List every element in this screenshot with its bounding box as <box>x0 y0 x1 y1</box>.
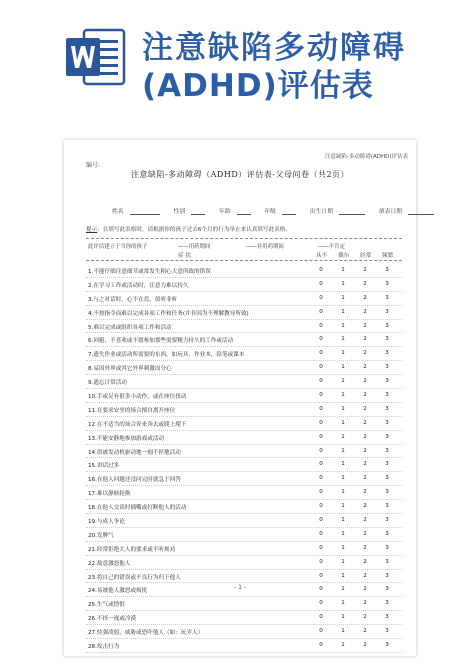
score-option[interactable]: 0 <box>319 586 323 593</box>
table-row <box>86 431 402 445</box>
score-option[interactable]: 0 <box>319 405 323 412</box>
symptom-text: 6.回避、不喜欢或不愿参加那些需要精力持久的工作或活动 <box>88 338 234 345</box>
score-option[interactable]: 0 <box>319 530 323 537</box>
field-grade <box>264 206 302 215</box>
info-row <box>112 206 446 215</box>
score-option[interactable]: 1 <box>341 503 345 510</box>
header-right: 注意缺陷-多动障碍(ADHD)评估表 <box>324 154 408 160</box>
table-row <box>86 403 402 417</box>
symptom-text: 26.不择一视或冷漠 <box>88 616 137 623</box>
score-option[interactable]: 3 <box>385 364 389 371</box>
banner-title-line1: 注意缺陷多动障碍 <box>142 30 406 66</box>
score-option[interactable]: 1 <box>341 308 345 315</box>
prompt-text: ：在填写此表格时，请根据你的孩子过去6个月的行为举止来认真填写此表格。 <box>97 227 291 233</box>
header-very-often: 频繁 <box>382 253 394 259</box>
score-option[interactable]: 2 <box>363 433 367 440</box>
score-option[interactable]: 3 <box>385 392 389 399</box>
score-option[interactable]: 3 <box>385 294 389 301</box>
score-option[interactable]: 1 <box>341 433 345 440</box>
table-row <box>86 570 402 584</box>
table-row <box>86 445 402 459</box>
table-row <box>86 514 402 528</box>
symptom-text: 16.在他人问题还没问完时就急于回答 <box>88 477 181 484</box>
table-row <box>86 333 402 347</box>
score-option[interactable]: 3 <box>385 308 389 315</box>
score-option[interactable]: 1 <box>341 419 345 426</box>
score-option[interactable]: 3 <box>385 475 389 482</box>
score-option[interactable]: 0 <box>319 322 323 329</box>
score-option[interactable]: 0 <box>319 517 323 524</box>
score-option[interactable]: 0 <box>319 544 323 551</box>
category-intro: 此评估建立于当你的孩子 <box>88 244 148 250</box>
score-option[interactable]: 1 <box>341 614 345 621</box>
score-option[interactable]: 3 <box>385 419 389 426</box>
score-option[interactable]: 2 <box>363 378 367 385</box>
table-row <box>86 320 402 334</box>
score-option[interactable]: 1 <box>341 489 345 496</box>
symptom-text: 19.与成人争论 <box>88 519 125 526</box>
symptom-text: 22.故意激怒他人 <box>88 560 131 567</box>
score-option[interactable]: 3 <box>385 544 389 551</box>
score-option[interactable]: 1 <box>341 350 345 357</box>
banner-title-line2: (ADHD)评估表 <box>142 68 374 104</box>
score-option[interactable]: 1 <box>341 378 345 385</box>
score-option[interactable]: 2 <box>363 308 367 315</box>
score-option[interactable]: 1 <box>341 544 345 551</box>
score-option[interactable]: 2 <box>363 475 367 482</box>
score-option[interactable]: 2 <box>363 586 367 593</box>
header-symptom: 症 状 <box>178 253 191 259</box>
score-option[interactable]: 0 <box>319 489 323 496</box>
banner <box>0 0 474 115</box>
score-option[interactable]: 2 <box>363 294 367 301</box>
score-option[interactable]: 0 <box>319 600 323 607</box>
divider <box>86 260 402 261</box>
score-option[interactable]: 0 <box>319 475 323 482</box>
score-option[interactable]: 0 <box>319 419 323 426</box>
score-option[interactable]: 3 <box>385 322 389 329</box>
document-page <box>64 140 416 656</box>
symptom-text: 3.与之对话时，心不在焉，似听非听 <box>88 296 178 303</box>
field-label: 出生日期 <box>309 209 334 215</box>
score-option[interactable]: 1 <box>341 600 345 607</box>
score-option[interactable]: 2 <box>363 572 367 579</box>
score-option[interactable]: 2 <box>363 489 367 496</box>
score-option[interactable]: 3 <box>385 614 389 621</box>
score-option[interactable]: 0 <box>319 378 323 385</box>
header-often: 经常 <box>360 253 372 259</box>
table-row <box>86 458 402 472</box>
symptom-text: 11.在要求安坐的场合擅自离开座位 <box>88 407 176 414</box>
prompt <box>86 225 291 233</box>
symptom-text: 4.不按指令而难以完成各项工作和任务(并非因为不理解教导所致) <box>88 310 249 317</box>
symptom-text: 5.难以完成或组织各项工作和活动 <box>88 324 172 331</box>
symptom-text: 8.易因外界或其它外界刺激而分心 <box>88 366 172 373</box>
score-option[interactable]: 1 <box>341 517 345 524</box>
score-option[interactable]: 1 <box>341 628 345 635</box>
score-option[interactable]: 0 <box>319 447 323 454</box>
score-option[interactable]: 3 <box>385 628 389 635</box>
table-row <box>86 306 402 320</box>
score-option[interactable]: 3 <box>385 517 389 524</box>
score-option[interactable]: 2 <box>363 364 367 371</box>
score-option[interactable]: 0 <box>319 392 323 399</box>
score-option[interactable]: 3 <box>385 447 389 454</box>
prompt-label: 提示 <box>86 227 98 233</box>
score-option[interactable]: 2 <box>363 392 367 399</box>
score-option[interactable]: 2 <box>363 544 367 551</box>
symptom-text: 15.讲话过多 <box>88 463 120 470</box>
score-option[interactable]: 0 <box>319 558 323 565</box>
score-option[interactable]: 2 <box>363 600 367 607</box>
score-option[interactable]: 0 <box>319 364 323 371</box>
table-row <box>86 389 402 403</box>
score-option[interactable]: 2 <box>363 322 367 329</box>
score-option[interactable]: 1 <box>341 461 345 468</box>
table-row <box>86 347 402 361</box>
score-option[interactable]: 1 <box>341 294 345 301</box>
score-option[interactable]: 3 <box>385 433 389 440</box>
score-option[interactable]: 0 <box>319 267 323 273</box>
score-option[interactable]: 1 <box>341 392 345 399</box>
score-option[interactable]: 2 <box>363 628 367 635</box>
field-gender <box>173 206 211 215</box>
score-option[interactable]: 3 <box>385 350 389 357</box>
symptom-text: 20.发脾气 <box>88 532 114 539</box>
score-option[interactable]: 1 <box>341 572 345 579</box>
score-option[interactable]: 3 <box>385 558 389 565</box>
symptom-text: 14.似被发动机驱动地一刻不停地活动 <box>88 449 181 456</box>
score-option[interactable]: 1 <box>341 336 345 343</box>
score-option[interactable]: 2 <box>363 517 367 524</box>
score-option[interactable]: 2 <box>363 642 367 649</box>
symptom-text: 23.将自己的错误或不良行为归于他人 <box>88 574 181 581</box>
table-row <box>86 292 402 306</box>
table-row <box>86 417 402 431</box>
table-row <box>86 278 402 292</box>
header-occasionally: 偶尔 <box>338 253 350 259</box>
table-row <box>86 639 402 653</box>
field-label: 姓名 <box>112 209 124 215</box>
symptom-text: 12.在不适当的场合奔来奔去或爬上爬下 <box>88 421 187 428</box>
score-option[interactable]: 0 <box>319 572 323 579</box>
table-row <box>86 486 402 500</box>
symptom-text: 10.手或足有很多小动作，或在座位扭动 <box>88 394 187 401</box>
score-option[interactable]: 3 <box>385 378 389 385</box>
score-option[interactable]: 3 <box>385 503 389 510</box>
table-row <box>86 528 402 542</box>
score-option[interactable]: 1 <box>341 447 345 454</box>
score-option[interactable]: 3 <box>385 586 389 593</box>
field-filldate <box>379 206 440 215</box>
field-age <box>219 206 257 215</box>
score-option[interactable]: 2 <box>363 267 367 273</box>
category-medicated: ——用药期间 <box>178 244 211 250</box>
field-label: 性别 <box>173 209 186 215</box>
divider <box>86 238 402 239</box>
score-option[interactable]: 1 <box>341 475 345 482</box>
category-unmedicated: ——非用药期间 <box>246 244 284 250</box>
score-option[interactable]: 3 <box>385 336 389 343</box>
score-option[interactable]: 1 <box>341 267 345 273</box>
score-option[interactable]: 2 <box>363 558 367 565</box>
score-option[interactable]: 2 <box>363 336 367 343</box>
symptom-text: 24.易被他人激怒或烦扰 <box>88 588 148 595</box>
score-option[interactable]: 2 <box>363 461 367 468</box>
symptom-text: 21.经常拒绝大人的要求或不听规劝 <box>88 546 176 553</box>
score-option[interactable]: 0 <box>319 308 323 315</box>
score-option[interactable]: 3 <box>385 461 389 468</box>
score-option[interactable]: 3 <box>385 642 389 649</box>
score-option[interactable]: 1 <box>341 405 345 412</box>
category-uncertain: ——不肯定 <box>318 244 345 250</box>
symptom-text: 7.遗失作业或活动所需要的东西，如玩具，作业本，铅笔或课本 <box>88 352 245 359</box>
page-number: - 1 - <box>234 584 246 591</box>
score-option[interactable]: 1 <box>341 642 345 649</box>
score-option[interactable]: 2 <box>363 280 367 287</box>
field-label: 填表日期 <box>378 209 403 215</box>
score-option[interactable]: 2 <box>363 530 367 537</box>
score-option[interactable]: 0 <box>319 433 323 440</box>
score-option[interactable]: 0 <box>319 336 323 343</box>
field-name <box>112 206 166 215</box>
serial-label: 编号: <box>86 162 101 169</box>
score-option[interactable]: 2 <box>363 419 367 426</box>
score-option[interactable]: 3 <box>385 280 389 287</box>
score-option[interactable]: 0 <box>319 642 323 649</box>
table-row <box>86 542 402 556</box>
score-option[interactable]: 3 <box>385 600 389 607</box>
symptom-text: 18.在他人交谈时插嘴或打断他人的活动 <box>88 505 187 512</box>
score-option[interactable]: 2 <box>363 405 367 412</box>
symptom-text: 9.遗忘日常活动 <box>88 380 127 387</box>
table-row <box>86 597 402 611</box>
score-option[interactable]: 3 <box>385 267 389 273</box>
score-option[interactable]: 1 <box>341 364 345 371</box>
score-option[interactable]: 0 <box>319 280 323 287</box>
header-never: 从不 <box>316 253 328 259</box>
table-row <box>86 361 402 375</box>
score-option[interactable]: 1 <box>341 322 345 329</box>
symptom-text: 25.生气或愤恨 <box>88 602 125 609</box>
score-option[interactable]: 3 <box>385 405 389 412</box>
table-row <box>86 375 402 389</box>
field-birthdate <box>310 206 371 215</box>
score-option[interactable]: 3 <box>385 489 389 496</box>
symptom-text: 1.不能仔细注意细节或常发生粗心大意所致的错误 <box>88 269 211 275</box>
table-row <box>86 472 402 486</box>
table-row <box>86 264 402 278</box>
score-option[interactable]: 0 <box>319 350 323 357</box>
score-option[interactable]: 1 <box>341 586 345 593</box>
symptom-text: 2.在学习工作或活动时，注意力难以持久 <box>88 282 189 289</box>
symptom-table <box>86 264 402 653</box>
symptom-text: 13.不能安静地参加游戏或活动 <box>88 435 165 442</box>
score-option[interactable]: 0 <box>319 294 323 301</box>
symptom-text: 28.攻击行为 <box>88 644 120 651</box>
document-title: 注意缺陷-多动障碍（ADHD）评估表-父母问卷（共2页） <box>130 170 350 179</box>
score-option[interactable]: 2 <box>363 350 367 357</box>
score-option[interactable]: 3 <box>385 572 389 579</box>
table-row <box>86 625 402 639</box>
score-option[interactable]: 2 <box>363 614 367 621</box>
score-option[interactable]: 1 <box>341 280 345 287</box>
field-label: 年龄 <box>218 209 231 215</box>
score-option[interactable]: 1 <box>341 558 345 565</box>
table-row <box>86 500 402 514</box>
score-option[interactable]: 0 <box>319 614 323 621</box>
table-row <box>86 556 402 570</box>
score-option[interactable]: 0 <box>319 628 323 635</box>
score-option[interactable]: 2 <box>363 447 367 454</box>
score-option[interactable]: 1 <box>341 530 345 537</box>
field-label: 年级 <box>264 209 276 215</box>
score-option[interactable]: 0 <box>319 503 323 510</box>
symptom-text: 27.恃强凌弱，威胁或恐吓他人（如：玩弄人） <box>88 630 204 637</box>
score-option[interactable]: 0 <box>319 461 323 468</box>
word-icon <box>64 26 128 88</box>
table-row <box>86 611 402 625</box>
score-option[interactable]: 2 <box>363 503 367 510</box>
score-option[interactable]: 3 <box>385 530 389 537</box>
symptom-text: 17.难以静候轮换 <box>88 491 131 498</box>
